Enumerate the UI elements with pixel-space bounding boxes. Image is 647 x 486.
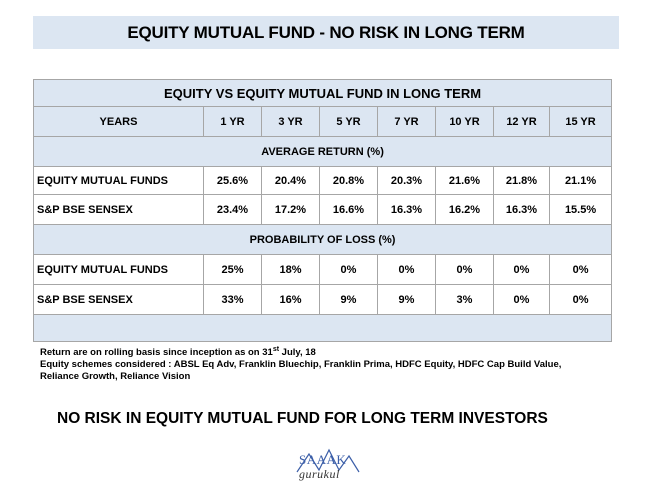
table-footer-row xyxy=(34,315,612,342)
logo-top-text: SAAAK xyxy=(299,452,347,467)
table-cell: 9% xyxy=(320,285,378,315)
row-label: S&P BSE SENSEX xyxy=(34,285,204,315)
table-row xyxy=(34,167,612,195)
years-header: YEARS xyxy=(34,107,204,137)
table-cell: 16.2% xyxy=(436,195,494,225)
page-banner xyxy=(33,16,619,49)
section-heading-row xyxy=(34,137,612,167)
table-cell: 21.6% xyxy=(436,167,494,195)
table-cell: 20.3% xyxy=(378,167,436,195)
table-cell: 16.6% xyxy=(320,195,378,225)
footnote-basis xyxy=(40,347,600,359)
table-cell: 0% xyxy=(550,285,612,315)
period-header: 12 YR xyxy=(494,107,550,137)
row-label: EQUITY MUTUAL FUNDS xyxy=(34,167,204,195)
table-cell: 25% xyxy=(204,255,262,285)
period-header: 10 YR xyxy=(436,107,494,137)
table-cell: 20.8% xyxy=(320,167,378,195)
table-cell: 21.1% xyxy=(550,167,612,195)
table-cell: 20.4% xyxy=(262,167,320,195)
table-cell: 25.6% xyxy=(204,167,262,195)
table-title: EQUITY VS EQUITY MUTUAL FUND IN LONG TERM xyxy=(34,80,612,107)
period-header: 5 YR xyxy=(320,107,378,137)
footnotes xyxy=(40,347,600,383)
table-cell: 16.3% xyxy=(494,195,550,225)
table-cell: 0% xyxy=(320,255,378,285)
footnote-schemes: Equity schemes considered : ABSL Eq Adv, Franklin Bluechip, Franklin Prima, HDFC Equity, HDFC Cap Build Value, Reliance Growth, Reliance Vision xyxy=(40,359,562,382)
table-row xyxy=(34,195,612,225)
table-cell: 33% xyxy=(204,285,262,315)
table-cell: 0% xyxy=(494,255,550,285)
table-cell: 16.3% xyxy=(378,195,436,225)
row-label: S&P BSE SENSEX xyxy=(34,195,204,225)
footnote-basis-suffix: st xyxy=(272,345,280,353)
section-heading-probability-of-loss: PROBABILITY OF LOSS (%) xyxy=(34,225,612,255)
table-cell: 23.4% xyxy=(204,195,262,225)
table-cell: 15.5% xyxy=(550,195,612,225)
table-cell: 16% xyxy=(262,285,320,315)
table-cell: 18% xyxy=(262,255,320,285)
footnote-basis-date: July, 18 xyxy=(279,347,316,358)
section-heading-row xyxy=(34,225,612,255)
table-cell: 21.8% xyxy=(494,167,550,195)
table-cell: 0% xyxy=(494,285,550,315)
comparison-table xyxy=(33,79,612,342)
period-header: 3 YR xyxy=(262,107,320,137)
logo xyxy=(295,448,361,484)
page-title: EQUITY MUTUAL FUND - NO RISK IN LONG TERM xyxy=(127,22,525,42)
table-header-row xyxy=(34,107,612,137)
table-cell: 0% xyxy=(436,255,494,285)
tagline: NO RISK IN EQUITY MUTUAL FUND FOR LONG TERM INVESTORS xyxy=(57,410,548,427)
footnote-basis-text: Return are on rolling basis since inception as on 31 xyxy=(40,347,273,358)
table-cell: 0% xyxy=(378,255,436,285)
table-title-row xyxy=(34,80,612,107)
period-header: 15 YR xyxy=(550,107,612,137)
table-cell: 0% xyxy=(550,255,612,285)
row-label: EQUITY MUTUAL FUNDS xyxy=(34,255,204,285)
table-row xyxy=(34,255,612,285)
table-cell: 9% xyxy=(378,285,436,315)
table-row xyxy=(34,285,612,315)
table-cell: 17.2% xyxy=(262,195,320,225)
table-footer xyxy=(34,315,612,342)
period-header: 1 YR xyxy=(204,107,262,137)
period-header: 7 YR xyxy=(378,107,436,137)
logo-bottom-text: gurukul xyxy=(299,467,340,481)
section-heading-average-return: AVERAGE RETURN (%) xyxy=(34,137,612,167)
table-cell: 3% xyxy=(436,285,494,315)
